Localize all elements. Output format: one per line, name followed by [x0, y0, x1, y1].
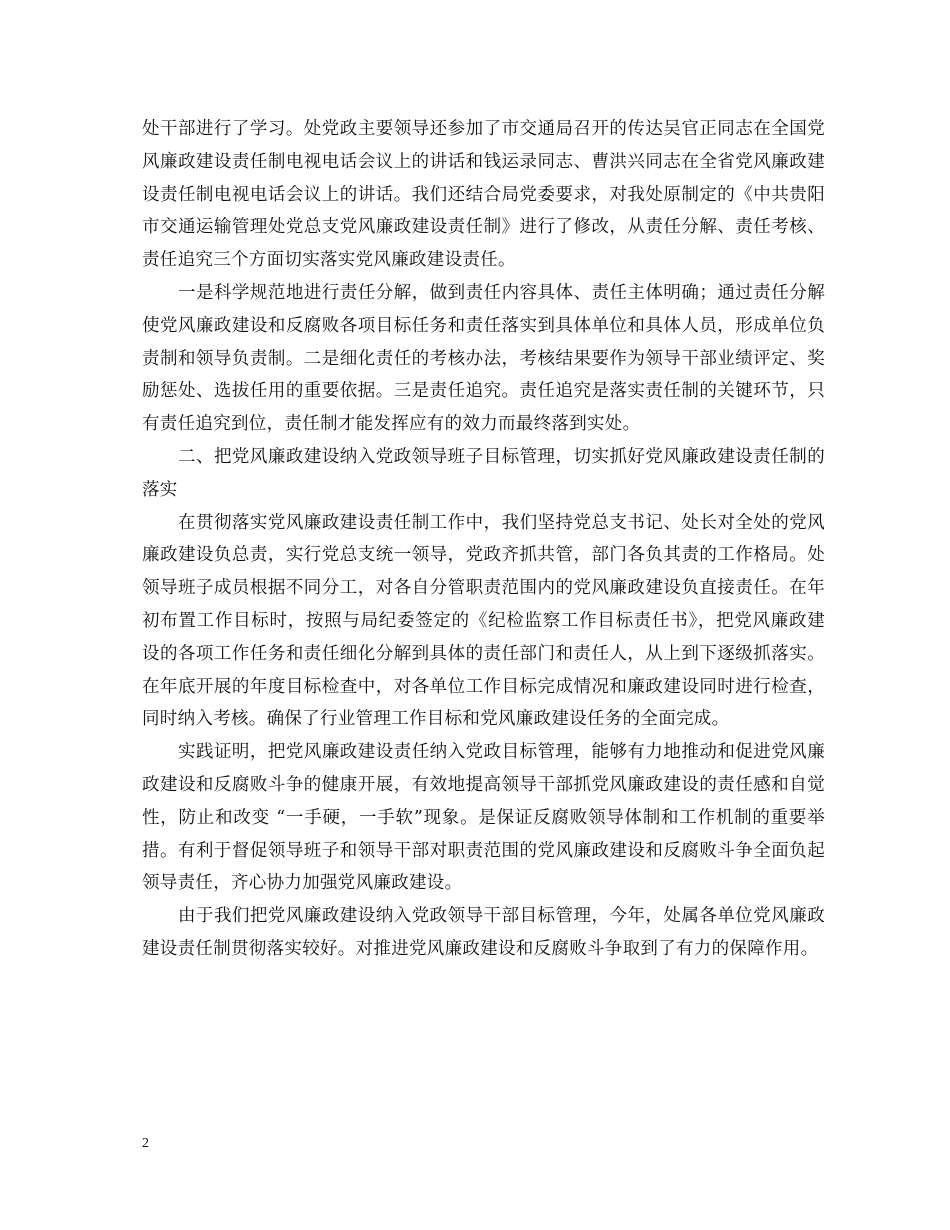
section-heading-2: 二、把党风廉政建设纳入党政领导班子目标管理，切实抓好党风廉政建设责任制的落实	[142, 446, 825, 500]
page-number: 2	[142, 1136, 149, 1151]
paragraph-conclusion: 由于我们把党风廉政建设纳入党政领导干部目标管理，今年，处属各单位党风廉政建设责任制贯彻落实较好。对推进党风廉政建设和反腐败斗争取到了有力的保障作用。	[142, 906, 825, 959]
paragraph-implementation: 在贯彻落实党风廉政建设责任制工作中，我们坚持党总支书记、处长对全处的党风廉政建设负总责，实行党总支统一领导，党政齐抓共管，部门各负其责的工作格局。处领导班子成员根据不同分工，对各自分管职责范围内的党风廉政建设负直接责任。在年初布置工作目标时，按照与局纪委签定的《纪检监察工作目标责任书》，把党风廉政建设的各项工作任务和责任细化分解到具体的责任部门和责任人，从上到下逐级抓落实。在年底开展的年度目标检查中，对各单位工作目标完成情况和廉政建设同时进行检查，同时纳入考核。确保了行业管理工作目标和党风廉政建设任务的全面完成。	[142, 512, 825, 730]
paragraph-practice-proves: 实践证明，把党风廉政建设责任纳入党政目标管理，能够有力地推动和促进党风廉政建设和反腐败斗争的健康开展，有效地提高领导干部抓党风廉政建设的责任感和自觉性，防止和改变 “一手硬，一手软”现象。是保证反腐败领导体制和工作机制的重要举措。有利于督促领导班子和领导干部对职责范围的党风廉政建设和反腐败斗争全面负起领导责任，齐心协力加强党风廉政建设。	[142, 742, 825, 894]
document-body	[142, 113, 825, 966]
paragraph-continuation: 处干部进行了学习。处党政主要领导还参加了市交通局召开的传达吴官正同志在全国党风廉政建设责任制电视电话会议上的讲话和钱运录同志、曹洪兴同志在全省党风廉政建设责任制电视电话会议上的讲话。我们还结合局党委要求，对我处原制定的《中共贵阳市交通运输管理处党总支党风廉政建设责任制》进行了修改，从责任分解、责任考核、责任追究三个方面切实落实党风廉政建设责任。	[142, 119, 825, 271]
paragraph-responsibility-breakdown: 一是科学规范地进行责任分解，做到责任内容具体、责任主体明确；通过责任分解使党风廉政建设和反腐败各项目标任务和责任落实到具体单位和具体人员，形成单位负责制和领导负责制。二是细化责任的考核办法，考核结果要作为领导干部业绩评定、奖励惩处、选拔任用的重要依据。三是责任追究。责任追究是落实责任制的关键环节，只有责任追究到位，责任制才能发挥应有的效力而最终落到实处。	[142, 282, 825, 435]
